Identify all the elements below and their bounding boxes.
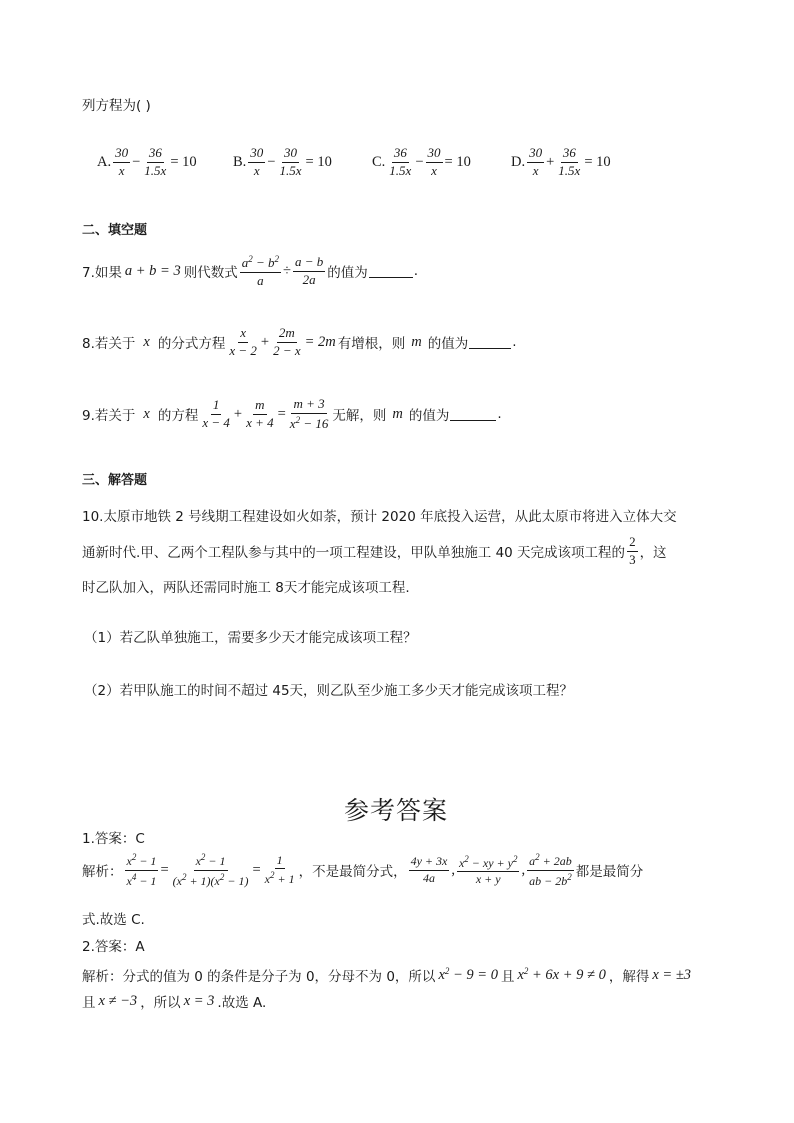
equation-rhs: = 10 <box>170 153 197 170</box>
q10-sub-1: （1）若乙队单独施工，需要多少天才能完成该项工程？ <box>84 630 417 646</box>
operator: − <box>267 153 276 170</box>
section-heading-solve: 三、解答题 <box>82 473 148 488</box>
q6-option-a <box>97 146 197 179</box>
operator: − <box>415 153 424 170</box>
answer-blank <box>369 265 413 278</box>
q10-line-3: 时乙队加入，两队还需同时施工 8天才能完成该项工程. <box>82 580 410 596</box>
fraction: $\frac{30}{x}$ <box>529 145 543 178</box>
a2-text-e: ，所以 <box>140 995 181 1011</box>
fraction: $\frac{2m}{2 - x}$ <box>273 325 301 358</box>
fraction: $\frac{1}{x^2 + 1}$ <box>264 852 295 887</box>
option-label: D. <box>511 153 526 170</box>
fraction: $\frac{a^2 - b^2}{a}$ <box>241 254 279 288</box>
q6-option-d <box>511 146 611 179</box>
q10-sub-2: （2）若甲队施工的时间不超过 45天，则乙队至少施工多少天才能完成该项工程？ <box>84 683 574 699</box>
variable-m: m <box>411 333 422 350</box>
expl-end: 都是最简分 <box>575 864 644 881</box>
option-label: A. <box>97 153 112 170</box>
fraction: $\frac{30}{x}$ <box>427 145 441 178</box>
operator: − <box>132 153 141 170</box>
equation-rhs: = 10 <box>305 153 332 170</box>
fraction: $\frac{1}{x - 4}$ <box>202 397 230 430</box>
answer-1-explanation: 解析： $\frac{x^2 - 1}{x^4 - 1}$ = $\frac{x^2 - 1}{(x^2 + 1)(x^2 - 1)}$ = $\frac{1}{x^2 + 1}$ ，不是最简分式， $\frac{4y + 3x}{4a}$ , $\frac{x^2 - xy + y^2}{x + y}$ , $\frac{a^2 + 2ab}{ab - 2b^2}$ 都是最简分 <box>82 852 644 888</box>
answer-2-line-1 <box>82 965 691 985</box>
math-expr: x = ±3 <box>652 966 692 983</box>
q6-option-c <box>372 146 471 179</box>
q10-line-1: 10.太原市地铁 2 号线期工程建设如火如荼，预计 2020 年底投入运营，从此太原市将进入立体大交 <box>82 509 677 525</box>
q8-mid: 的分式方程 <box>157 336 226 353</box>
q7-condition: a + b = 3 <box>124 262 181 279</box>
fraction: $\frac{m}{x + 4}$ <box>246 397 274 430</box>
q10-line-2-end: ，这 <box>639 545 667 562</box>
q6-option-b <box>233 146 332 179</box>
math-expr: $x^2 - 9 = 0$ <box>438 966 498 983</box>
a2-text-b: 且 <box>500 969 515 985</box>
fraction: $\frac{30}{1.5x}$ <box>279 145 302 178</box>
math-expr: x ≠ −3 <box>98 992 138 1009</box>
answer-1: 1.答案：C <box>82 831 145 847</box>
fraction: $\frac{x}{x - 2}$ <box>229 325 257 358</box>
answer-1-line-2: 式.故选 C. <box>82 912 145 928</box>
q10-line-2-text: 通新时代.甲、乙两个工程队参与其中的一项工程建设，甲队单独施工 40 天完成该项工程的 <box>82 545 626 562</box>
operator: + <box>233 405 243 422</box>
a2-text-a: 解析：分式的值为 0 的条件是分子为 0，分母不为 0，所以 <box>82 969 436 985</box>
option-label: C. <box>372 153 386 170</box>
q8-prefix: 8.若关于 <box>82 336 136 353</box>
variable-x: x <box>143 333 150 350</box>
answer-2-line-2 <box>82 991 266 1011</box>
q9-mid: 的方程 <box>157 408 199 425</box>
operator: + <box>260 333 270 350</box>
q10-line-2 <box>82 535 667 568</box>
fraction: $\frac{30}{x}$ <box>250 145 264 178</box>
answers-title: 参考答案 <box>344 796 449 825</box>
math-expr: $x^2 + 6x + 9 \ne 0$ <box>517 966 606 983</box>
fraction: $\frac{x^2 - 1}{(x^2 + 1)(x^2 - 1)}$ <box>172 852 249 888</box>
operator: = <box>160 861 169 878</box>
operator: + <box>546 153 555 170</box>
q8-suffix: 的值为 <box>427 336 469 353</box>
q9-after: 无解，则 <box>332 408 387 425</box>
fraction: $\frac{x^2 - 1}{x^4 - 1}$ <box>126 852 157 888</box>
q9-prefix: 9.若关于 <box>82 408 136 425</box>
fraction: $\frac{36}{1.5x}$ <box>558 145 581 178</box>
fraction: $\frac{m + 3}{x^2 - 16}$ <box>289 396 329 431</box>
q7-prefix: 7.如果 <box>82 265 122 282</box>
equation-rhs: = 2m <box>304 333 336 350</box>
math-expr: x = 3 <box>183 992 215 1009</box>
fraction: $\frac{30}{x}$ <box>115 145 129 178</box>
a2-text-d: 且 <box>82 995 96 1011</box>
question-9: 9.若关于 x 的方程 $\frac{1}{x - 4}$ + $\frac{m}{x + 4}$ = $\frac{m + 3}{x^2 - 16}$ 无解，则 m 的值为 . <box>82 396 502 431</box>
operator: = <box>277 405 286 422</box>
variable-m: m <box>392 405 403 422</box>
question-7: 7.如果 a + b = 3 则代数式 $\frac{a^2 - b^2}{a}$ ÷ $\frac{a - b}{2a}$ 的值为 . <box>82 254 419 288</box>
answer-2: 2.答案：A <box>82 939 145 955</box>
equation-rhs: = 10 <box>444 153 471 170</box>
q8-after: 有增根，则 <box>337 336 406 353</box>
q9-suffix: 的值为 <box>408 408 450 425</box>
q6-tail-text: 列方程为( ) <box>82 98 151 114</box>
answer-blank <box>450 408 496 421</box>
section-heading-fill-in: 二、填空题 <box>82 223 148 238</box>
answer-blank <box>469 336 511 349</box>
operator: = <box>252 861 261 878</box>
a2-text-f: .故选 A. <box>217 995 267 1011</box>
option-label: B. <box>233 153 247 170</box>
operator: ÷ <box>283 262 291 279</box>
fraction-two-thirds: $\frac{2}{3}$ <box>629 534 636 567</box>
fraction: $\frac{4y + 3x}{4a}$ <box>410 854 448 885</box>
fraction: $\frac{a - b}{2a}$ <box>294 254 324 287</box>
fraction: $\frac{36}{1.5x}$ <box>389 145 412 178</box>
question-8: 8.若关于 x 的分式方程 $\frac{x}{x - 2}$ + $\frac{2m}{2 - x}$ = 2m 有增根，则 m 的值为 . <box>82 325 517 358</box>
variable-x: x <box>143 405 150 422</box>
expl-prefix: 解析： <box>82 864 123 881</box>
fraction: $\frac{x^2 - xy + y^2}{x + y}$ <box>458 853 518 887</box>
q7-suffix: 的值为 <box>327 265 368 282</box>
q7-mid: 则代数式 <box>183 265 238 282</box>
fraction: $\frac{36}{1.5x}$ <box>144 145 167 178</box>
equation-rhs: = 10 <box>584 153 611 170</box>
expl-mid: ，不是最简分式， <box>298 864 407 881</box>
fraction: $\frac{a^2 + 2ab}{ab - 2b^2}$ <box>529 852 572 888</box>
a2-text-c: ，解得 <box>608 969 650 985</box>
